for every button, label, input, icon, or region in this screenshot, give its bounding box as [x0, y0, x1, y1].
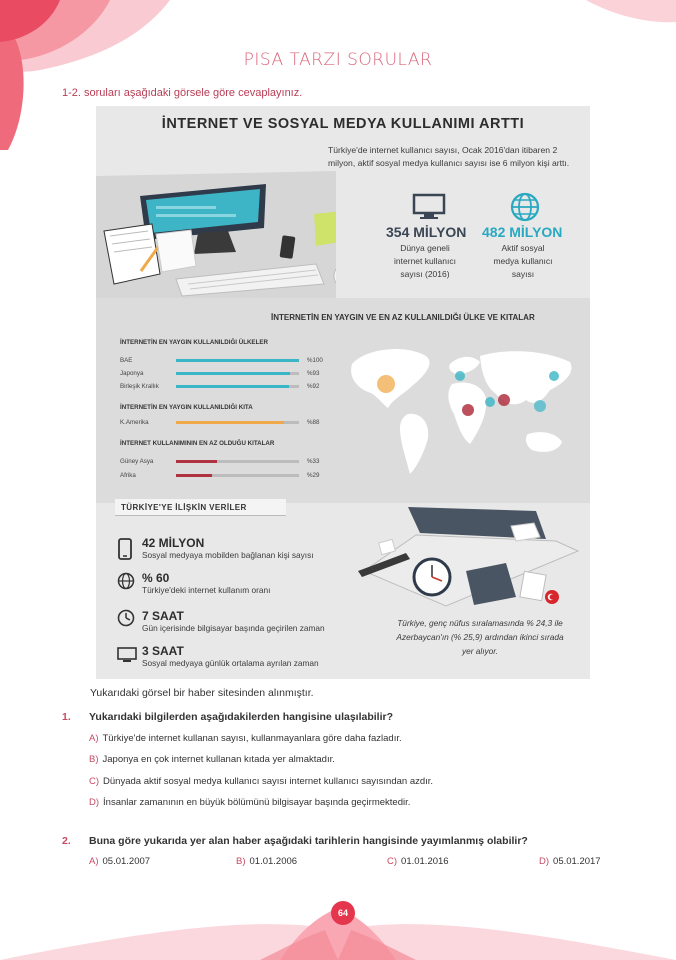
- source-note: Yukarıdaki görsel bir haber sitesinden alınmıştır.: [90, 687, 314, 699]
- instruction-text: 1-2. soruları aşağıdaki görsele göre cevaplayınız.: [62, 87, 303, 99]
- usage-bar: [176, 372, 299, 375]
- row-label: Afrika: [120, 472, 136, 479]
- row-value: %29: [307, 472, 320, 479]
- question-2-option-a[interactable]: [89, 856, 150, 867]
- infographic-title: İNTERNET VE SOSYAL MEDYA KULLANIMI ARTTI: [161, 116, 525, 132]
- map-dot-north-america: [377, 375, 395, 393]
- stat-desc-line: sayısı (2016): [400, 269, 450, 279]
- map-dot-asia: [534, 400, 546, 412]
- monitor-icon: [412, 193, 446, 221]
- usage-title: İNTERNETİN EN YAYGIN VE EN AZ KULLANILDIĞI ÜLKE VE KITALAR: [271, 313, 535, 322]
- option-letter: D): [89, 797, 100, 808]
- question-2-number: 2.: [62, 835, 71, 847]
- note-line: yer alıyor.: [461, 646, 499, 656]
- row-value: %33: [307, 458, 320, 465]
- usage-bar: [176, 359, 299, 362]
- option-text: Türkiye'de internet kullanan sayısı, kullanmayanlara göre daha fazladır.: [102, 733, 402, 744]
- infographic-lead: Türkiye'de internet kullanıcı sayısı, Ocak 2016'dan itibaren 2 milyon, aktif sosyal medya kullanıcı sayısı ise 6 milyon kişi arttı.: [328, 145, 570, 168]
- usage-bar-fill: [176, 372, 290, 375]
- group-title-countries: İNTERNETİN EN YAYGIN KULLANILDIĞI ÜLKELER: [120, 339, 268, 346]
- petal-decoration-bottom: [0, 890, 676, 960]
- usage-bar: [176, 474, 299, 477]
- usage-bar-fill: [176, 474, 212, 477]
- phone-icon: [117, 538, 133, 560]
- world-map: [346, 334, 582, 482]
- stat-desc-line: sayısı: [511, 269, 535, 279]
- page-number-badge: 64: [331, 901, 355, 925]
- group-title-continent: İNTERNETİN EN YAYGIN KULLANILDIĞI KITA: [120, 404, 253, 411]
- row-label: K.Amerika: [120, 419, 149, 426]
- turkey-internet-rate-value: % 60: [142, 571, 170, 585]
- option-text: Japonya en çok internet kullanan kıtada yer almaktadır.: [102, 754, 335, 765]
- stat-social-users-value: 482 MİLYON: [482, 224, 563, 240]
- question-1-option-b[interactable]: [89, 754, 335, 765]
- map-dot-uk: [455, 371, 465, 381]
- map-dot-uae: [485, 397, 495, 407]
- row-label: Güney Asya: [120, 458, 154, 465]
- question-2-text: Buna göre yukarıda yer alan haber aşağıdaki tarihlerin hangisinde yayımlanmış olabilir?: [89, 835, 528, 847]
- stat-desc-line: Aktif sosyal: [501, 243, 545, 253]
- row-value: %92: [307, 383, 320, 390]
- group-title-least: İNTERNET KULLANIMININ EN AZ OLDUĞU KITALAR: [120, 440, 275, 447]
- question-1-option-a[interactable]: [89, 733, 402, 744]
- note-line: Azerbaycan'ın (% 25,9) ardından ikinci sırada: [396, 632, 564, 642]
- option-text: 05.01.2017: [553, 856, 601, 867]
- usage-bar-fill: [176, 359, 299, 362]
- petal-decoration-top-right: [566, 0, 676, 30]
- option-letter: A): [89, 856, 99, 867]
- option-text: Dünyada aktif sosyal medya kullanıcı sayısı internet kullanıcı sayısından azdır.: [103, 776, 434, 787]
- option-text: 01.01.2006: [249, 856, 298, 867]
- option-letter: B): [236, 856, 246, 867]
- question-1-option-c[interactable]: [89, 776, 433, 787]
- option-letter: B): [89, 754, 99, 765]
- map-dot-japan: [549, 371, 559, 381]
- option-text: 05.01.2007: [102, 856, 151, 867]
- note-line: Türkiye, genç nüfus sıralamasında % 24,3 ile: [397, 618, 563, 628]
- question-1-number: 1.: [62, 711, 71, 723]
- turkey-internet-rate-desc: Türkiye'deki internet kullanım oranı: [142, 585, 271, 595]
- question-2-option-c[interactable]: [387, 856, 449, 867]
- stat-social-users-desc: [478, 242, 568, 281]
- globe-icon: [117, 572, 135, 590]
- row-label: BAE: [120, 357, 133, 364]
- stat-desc-line: internet kullanıcı: [394, 256, 456, 266]
- stat-desc-line: Dünya geneli: [400, 243, 450, 253]
- turkey-computer-hours-desc: Gün içerisinde bilgisayar başında geçirilen zaman: [142, 623, 325, 633]
- option-letter: D): [539, 856, 550, 867]
- turkey-mobile-desc: Sosyal medyaya mobilden bağlanan kişi sayısı: [142, 550, 314, 560]
- turkey-social-hours-value: 3 SAAT: [142, 644, 184, 658]
- laptop-illustration: [346, 501, 590, 616]
- turkey-youth-note: [370, 616, 590, 658]
- option-letter: C): [89, 776, 100, 787]
- usage-bar-fill: [176, 460, 217, 463]
- turkey-social-hours-desc: Sosyal medyaya günlük ortalama ayrılan zaman: [142, 658, 319, 668]
- question-1-option-d[interactable]: [89, 797, 410, 808]
- page-header: PISA TARZI SORULAR: [243, 50, 433, 70]
- row-value: %88: [307, 419, 320, 426]
- turkey-section-title: TÜRKİYE'YE İLİŞKİN VERİLER: [115, 499, 286, 516]
- stat-internet-users-value: 354 MİLYON: [386, 224, 467, 240]
- question-2-option-b[interactable]: [236, 856, 297, 867]
- map-dot-south-asia: [498, 394, 510, 406]
- turkey-computer-hours-value: 7 SAAT: [142, 609, 184, 623]
- row-value: %93: [307, 370, 320, 377]
- usage-bar-fill: [176, 385, 289, 388]
- usage-bar: [176, 385, 299, 388]
- map-dot-africa: [462, 404, 474, 416]
- stat-internet-users-desc: [380, 242, 470, 281]
- monitor-icon: [117, 647, 137, 663]
- option-text: 01.01.2016: [401, 856, 449, 867]
- question-1-text: Yukarıdaki bilgilerden aşağıdakilerden hangisine ulaşılabilir?: [89, 711, 394, 723]
- row-value: %100: [307, 357, 323, 364]
- clock-icon: [117, 609, 135, 627]
- option-letter: A): [89, 733, 99, 744]
- stat-desc-line: medya kullanıcı: [493, 256, 553, 266]
- row-label: Japonya: [120, 370, 144, 377]
- turkey-mobile-value: 42 MİLYON: [142, 536, 205, 550]
- infographic: [96, 106, 590, 679]
- usage-bar-fill: [176, 421, 284, 424]
- question-2-option-d[interactable]: [539, 856, 601, 867]
- desk-illustration: [96, 136, 336, 301]
- usage-bar: [176, 460, 299, 463]
- globe-icon: [510, 192, 540, 222]
- usage-bar: [176, 421, 299, 424]
- row-label: Birleşik Krallık: [120, 383, 159, 390]
- option-letter: C): [387, 856, 398, 867]
- option-text: İnsanlar zamanının en büyük bölümünü bilgisayar başında geçirmektedir.: [103, 797, 411, 808]
